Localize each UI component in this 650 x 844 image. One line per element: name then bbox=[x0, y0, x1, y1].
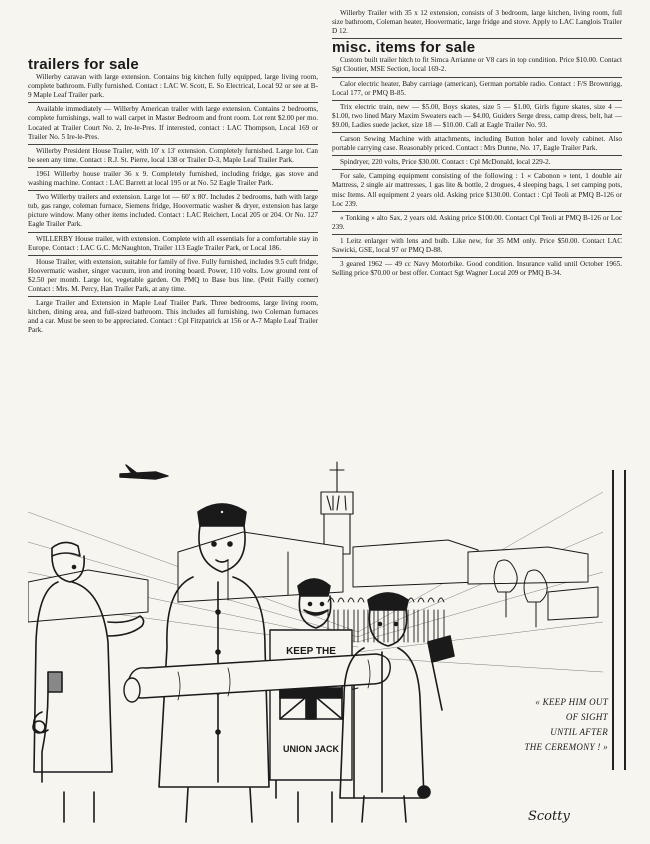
misc-ads-list bbox=[332, 55, 622, 280]
classified-ad: « Tonking » alto Sax, 2 years old. Asking price $100.00. Contact Cpl Teoli at PMQ B-126 or Loc 239. bbox=[332, 213, 622, 235]
caption-line: « KEEP HIM OUT bbox=[535, 697, 608, 707]
control-tower bbox=[321, 462, 353, 554]
classified-ad: 1961 Willerby house trailer 36 x 9. Completely furnished, including fridge, gas stove and washing machine. Contact : LAC Barrett at local 195 or at No. 52 Eagle Trailer Park. bbox=[28, 169, 318, 191]
trailers-heading: trailers for sale bbox=[28, 56, 139, 73]
classified-ad: Spindryer, 220 volts, Price $30.00. Contact : Cpl McDonald, local 229-2. bbox=[332, 157, 622, 170]
page-edge-rule bbox=[612, 470, 626, 770]
trailers-column bbox=[28, 56, 318, 338]
misc-column bbox=[332, 9, 622, 281]
classified-ad: Trix electric train, new — $5.00, Boys skates, size 5 — $1.00, Girls figure skates, size 4 — $1.00, two lined Mary Maxim Sweaters each — $4.00, Guiders Serge dress, camp dress, belt, hat — $9.00, Ladies suede jacket, size 18 — $10.00. Call at Eagle Trailer No. 93. bbox=[332, 102, 622, 133]
trailer-ads-list bbox=[28, 72, 318, 337]
classified-ad: Willerby President House Trailer, with 10' x 13' extension. Completely furnished. Large lot. Can be seen any time. Contact : R.J. St. Pierre, local 138 or Trailer D-3, Maple Leaf Trailer Park. bbox=[28, 146, 318, 168]
banner-bottom-text: UNION JACK bbox=[282, 744, 340, 754]
classified-ad: Two Willerby trailers and extension. Large lot — 60' x 80'. Includes 2 bedrooms, bath with large tub, gas range, coleman furnace, Siemens fridge, Hoovermatic washer & dryer, extension has large picture window. Many other items included. Contact : LAC Reichert, Local 205 or 204. Or No. 127 Eagle Trailer Park. bbox=[28, 192, 318, 232]
guard-figure bbox=[340, 593, 454, 822]
caption-line: THE CEREMONY ! » bbox=[524, 742, 608, 752]
cartoonist-signature: Scotty bbox=[528, 809, 570, 824]
banner-top-text: KEEP THE bbox=[286, 646, 336, 657]
classified-ad: House Trailer, with extension, suitable for family of five. Fully furnished, includes 9.5 cuft fridge, Hoovermatic washer, singer vacuum, iron and ironing board. Power, 110 volts. Low ground rent of $2.50 per month. Large lot, vegetable garden. On PMQ to Base bus line. (Petit Failly corner) Contact : Mrs. M. Percy, Han Trailer Park, at any time. bbox=[28, 257, 318, 297]
cartoon-caption bbox=[470, 695, 608, 755]
classified-ad: Willerby caravan with large extension. Contains big kitchen fully equipped, large living room, complete bathroom. Fully furnished. Contact : LAC W. Scott, E. So Electrical, Local 92 or see at B-9 Maple Leaf Trailer park. bbox=[28, 72, 318, 103]
misc-heading: misc. items for sale bbox=[332, 39, 476, 57]
cartoon-illustration bbox=[28, 452, 603, 832]
jet-aircraft-icon bbox=[120, 465, 168, 479]
hangar-buildings bbox=[28, 532, 598, 622]
classified-ad: Large Trailer and Extension in Maple Leaf Trailer Park. Three bedrooms, large living room, kitchen, dining area, and full-sized bathroom. This includes all furnishing, two Coleman furnaces and a car. Must be seen to be appreciated. Contact : Cpl Fitzpatrick at 156 or A-7 Maple Leaf Trailer Park. bbox=[28, 299, 318, 335]
classified-ad: For sale, Camping equipment consisting of the following : 1 « Cabonon » tent, 1 double air Mattress, 2 single air mattresses, 1 gas lite & bottle, 2 drogues, 4 sleeping bags, 1 set camping pots, misc Items. All equipment 2 years old. Asking price $130.00. Contact : Cpl Teoli at PMQ B-126 or Loc 239. bbox=[332, 171, 622, 211]
classified-ad: Willerby Trailer with 35 x 12 extension, consists of 3 bedroom, large kitchen, living room, full size bathroom, Coleman heater, Hoovermatic, large fridge and stove. Apply to LAC Langlois Trailer D 12. bbox=[332, 8, 622, 39]
classified-ad: 1 Leitz enlarger with lens and bulb. Like new, for 35 MM only. Price $50.00. Contact LAC Sawicki, GSE, local 97 or PMQ D-88. bbox=[332, 236, 622, 258]
caption-line: OF SIGHT bbox=[565, 712, 608, 722]
classified-ad: 3 geared 1962 — 49 cc Navy Motorbike. Good condition. Insurance valid until October 1965. Selling price $70.00 or best offer. Contact Sgt Wagner Local 209 or PMQ B-34. bbox=[332, 260, 622, 278]
caption-line: UNTIL AFTER bbox=[550, 727, 608, 737]
classified-ad: WILLERBY House trailer, with extension. Complete with all essentials for a comfortable stay in Europe. Contact : LAC G.C. McNaughton, Trailer 113 Eagle Trailer Park, or Local 186. bbox=[28, 234, 318, 256]
classified-ad: Custom built trailer hitch to fit Simca Arrianne or V8 cars in top condition. Price $10.00. Contact Sgt Cloutier, MSE Section, local 169-2. bbox=[332, 55, 622, 77]
classified-ad: Carson Sewing Machine with attachments, including Button holer and lovely cabinet. Also portable carrying case. Reasonably priced. Contact : Mrs Dunne, No. 17, Eagle Trailer Park. bbox=[332, 134, 622, 156]
classified-ad: Calor electric heater, Baby carriage (american), German portable radio. Contact : F/S Brownrigg, Local 177, or PMQ B-85. bbox=[332, 79, 622, 101]
classified-ad: Available immediately — Willerby American trailer with large extension. Contains 2 bedrooms, complete furnishings, wall to wall carpet in Master Bedroom and front room. Lot rent $2.00 per mo. Located at Trailer Court No. 2, Ire-le-Pres. If interested, contact : LAC Thompson, Local 169 or Trailer No. 5 Ire-le-Pres. bbox=[28, 104, 318, 144]
